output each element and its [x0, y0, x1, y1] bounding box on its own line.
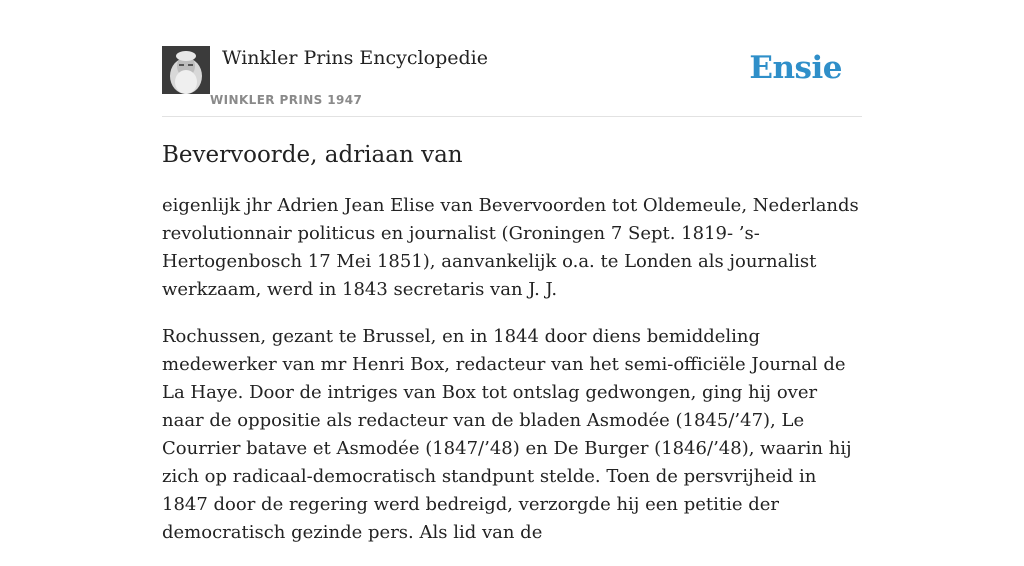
portrait-photo-icon[interactable] [162, 46, 210, 94]
source-label[interactable]: WINKLER PRINS 1947 [210, 93, 363, 107]
article-paragraph: Rochussen, gezant te Brussel, en in 1844 door diens bemiddeling medewerker van mr Henri Box, redacteur van het semi-officiële Journal de La Haye. Door de intriges van Box tot ontslag gedwongen, ging hij over naar de oppositie als redacteur van de bladen Asmodée (1845/’47), Le Courrier batave et Asmodée (1847/’48) en De Burger (1846/’48), waarin hij zich op radicaal-democratisch standpunt stelde. Toen de persvrijheid in 1847 door de regering werd bedreigd, verzorgde hij een petitie der democratisch gezinde pers. Als lid van de [162, 326, 852, 543]
article-title: Bevervoorde, adriaan van [162, 142, 463, 168]
brand-logo[interactable]: Ensie [749, 50, 842, 86]
article-body [162, 192, 862, 566]
article-paragraph: eigenlijk jhr Adrien Jean Elise van Bevervoorden tot Oldemeule, Nederlands revolutionnair politicus en journalist (Groningen 7 Sept. 1819- ’s-Hertogenbosch 17 Mei 1851), aanvankelijk o.a. te Londen als journalist werkzaam, werd in 1843 secretaris van J. J. [162, 195, 859, 300]
site-header [162, 46, 862, 117]
site-name[interactable]: Winkler Prins Encyclopedie [222, 47, 488, 69]
